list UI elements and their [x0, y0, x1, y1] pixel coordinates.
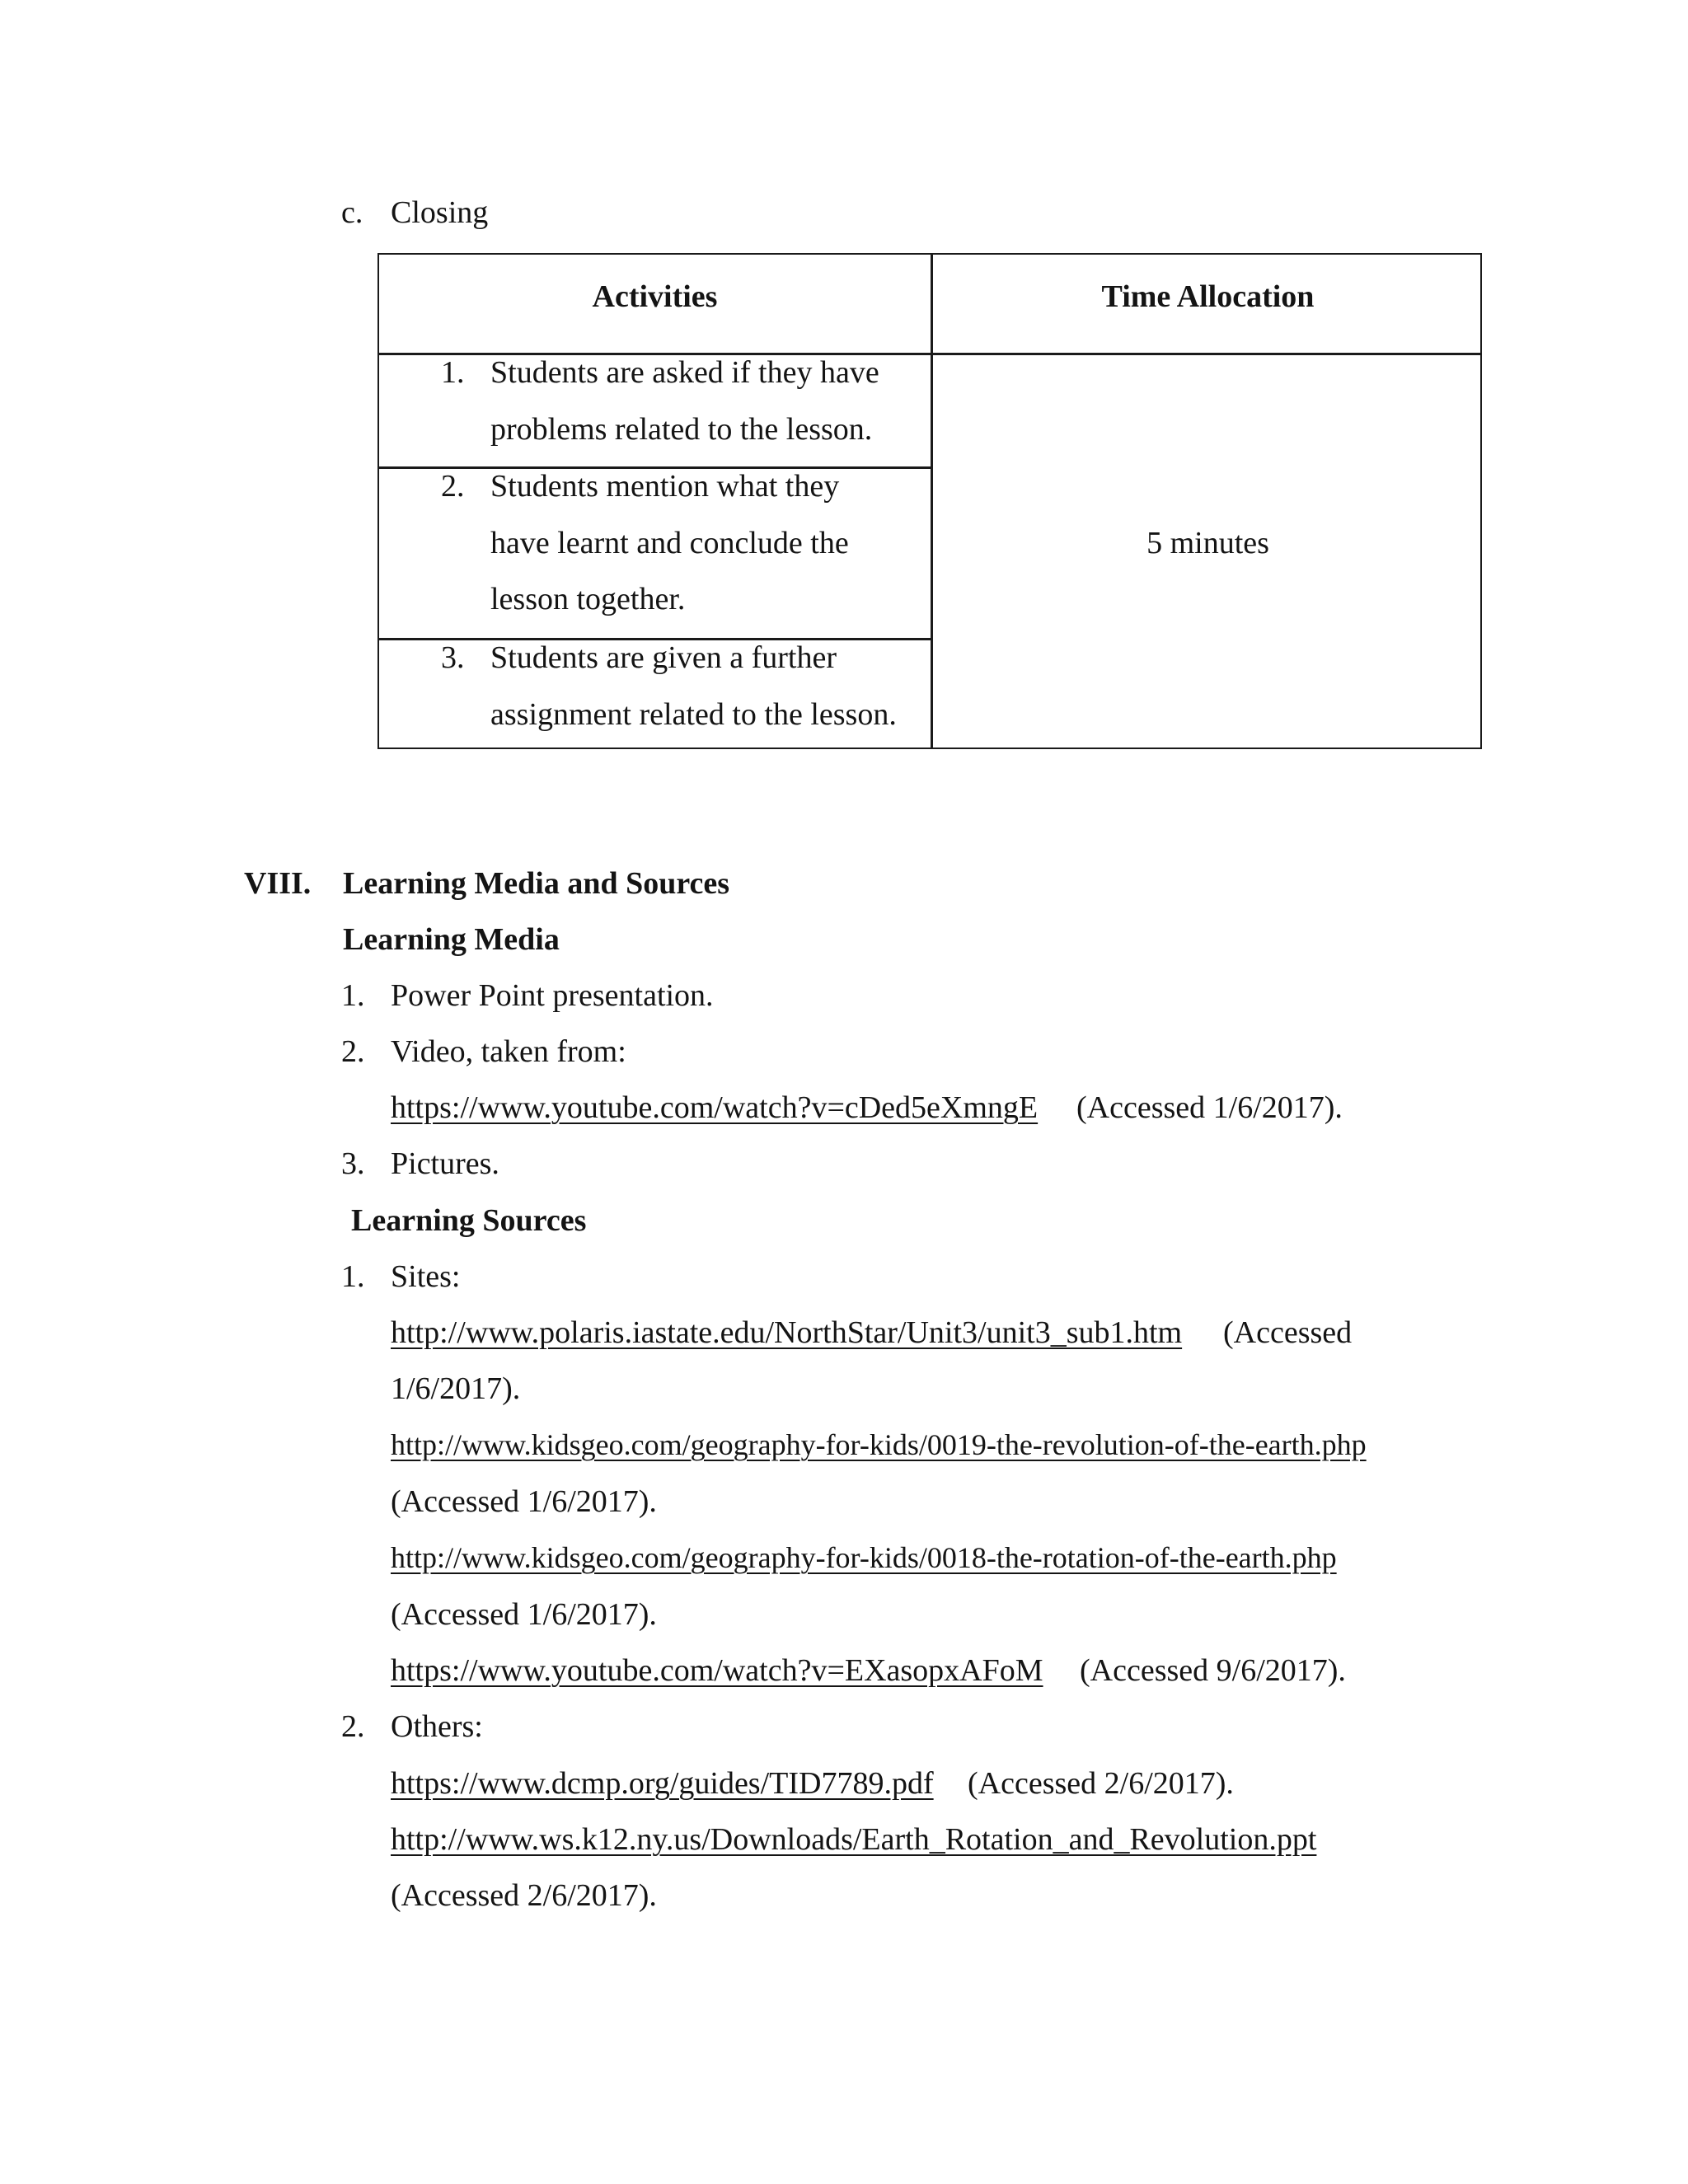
- others-label: Others:: [391, 1709, 483, 1744]
- activity-text-line: problems related to the lesson.: [490, 412, 873, 447]
- sources-item-number: 1.: [341, 1259, 365, 1294]
- video-link[interactable]: https://www.youtube.com/watch?v=cDed5eXmngE: [391, 1090, 1039, 1125]
- media-item-number: 3.: [341, 1146, 365, 1181]
- accessed-date: (Accessed 2/6/2017).: [968, 1766, 1234, 1801]
- media-item-text: Video, taken from:: [391, 1034, 626, 1069]
- learning-media-heading: Learning Media: [343, 922, 560, 957]
- activity-number: 2.: [441, 469, 465, 504]
- activity-text-line: Students are given a further: [490, 640, 837, 675]
- accessed-date: (Accessed 1/6/2017).: [1076, 1090, 1343, 1125]
- other-link[interactable]: http://www.ws.k12.ny.us/Downloads/Earth_Rotation_and_Revolution.ppt: [391, 1822, 1317, 1857]
- closing-label: c.: [341, 195, 363, 230]
- time-allocation-value: 5 minutes: [1146, 526, 1269, 560]
- accessed-date: (Accessed 1/6/2017).: [391, 1597, 657, 1632]
- accessed-date: (Accessed 1/6/2017).: [391, 1484, 657, 1519]
- learning-sources-heading: Learning Sources: [351, 1203, 587, 1238]
- section-numeral: VIII.: [244, 866, 312, 901]
- site-link[interactable]: http://www.kidsgeo.com/geography-for-kids/0019-the-revolution-of-the-earth.php: [391, 1428, 1367, 1461]
- accessed-date: 1/6/2017).: [391, 1371, 521, 1406]
- media-item-number: 2.: [341, 1034, 365, 1069]
- section-title: Learning Media and Sources: [343, 866, 730, 901]
- accessed-date: (Accessed: [1223, 1315, 1353, 1350]
- site-link[interactable]: https://www.youtube.com/watch?v=EXasopxAFoM: [391, 1653, 1043, 1688]
- activity-number: 3.: [441, 640, 465, 675]
- site-link[interactable]: http://www.kidsgeo.com/geography-for-kids/0018-the-rotation-of-the-earth.php: [391, 1541, 1337, 1574]
- sources-item-number: 2.: [341, 1709, 365, 1744]
- media-item-number: 1.: [341, 978, 365, 1013]
- activity-text-line: Students are asked if they have: [490, 355, 879, 390]
- activity-text-line: assignment related to the lesson.: [490, 697, 897, 732]
- table-header-time-allocation: Time Allocation: [1101, 279, 1315, 314]
- closing-title: Closing: [391, 195, 489, 230]
- media-item-text: Pictures.: [391, 1146, 499, 1181]
- activity-number: 1.: [441, 355, 465, 390]
- activity-text-line: Students mention what they: [490, 469, 840, 504]
- table-header-activities: Activities: [592, 279, 718, 314]
- sites-label: Sites:: [391, 1259, 461, 1294]
- table-column-divider: [931, 255, 933, 748]
- accessed-date: (Accessed 9/6/2017).: [1080, 1653, 1346, 1688]
- activity-text-line: have learnt and conclude the: [490, 526, 849, 560]
- media-item-text: Power Point presentation.: [391, 978, 714, 1013]
- other-link[interactable]: https://www.dcmp.org/guides/TID7789.pdf: [391, 1766, 934, 1801]
- site-link[interactable]: http://www.polaris.iastate.edu/NorthStar/Unit3/unit3_sub1.htm: [391, 1315, 1183, 1350]
- closing-activities-table: [377, 253, 1482, 749]
- activity-text-line: lesson together.: [490, 582, 686, 616]
- accessed-date: (Accessed 2/6/2017).: [391, 1878, 657, 1913]
